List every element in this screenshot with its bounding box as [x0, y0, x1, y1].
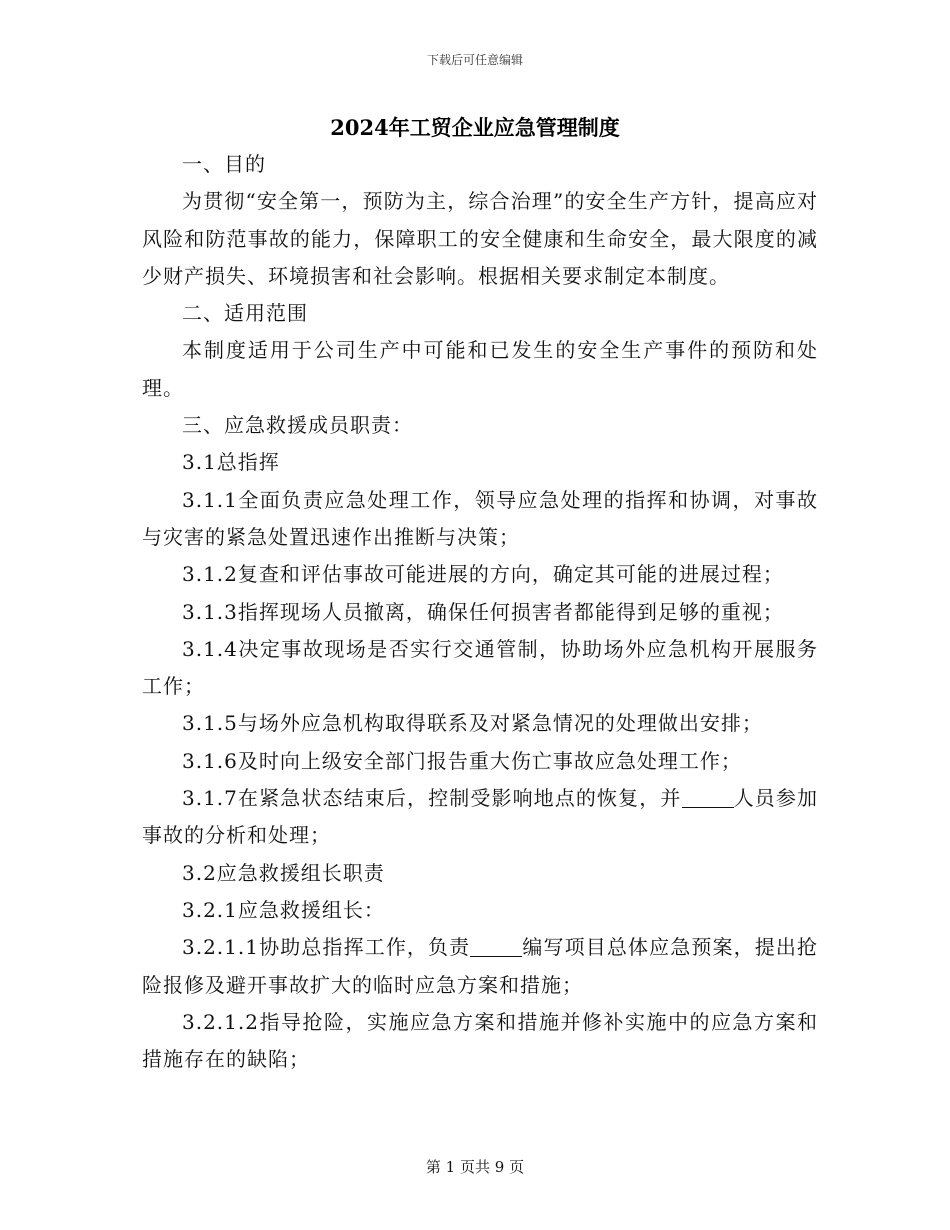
- document-body: [142, 146, 818, 1078]
- clause-3-1-3: 3.1.3指挥现场人员撤离，确保任何损害者都能得到足够的重视；: [182, 599, 784, 624]
- clause-3-1-7-text-after: 人员参加事故的分析和处理；: [142, 786, 819, 848]
- document-title: 2024年工贸企业应急管理制度: [330, 115, 620, 140]
- page-header-note: 下载后可任意编辑: [426, 53, 523, 67]
- fill-in-blank: [470, 936, 522, 957]
- clause-3-1-5: 3.1.5与场外应急机构取得联系及对紧急情况的处理做出安排；: [182, 711, 763, 736]
- clause-3-1-1: 3.1.1全面负责应急处理工作，领导应急处理的指挥和协调，对事故与灾害的紧急处置迅速作出推断与决策；: [142, 487, 818, 549]
- clause-3-1-7-text-before: 3.1.7在紧急状态结束后，控制受影响地点的恢复，并: [182, 786, 682, 811]
- clause-3-2-1-1-text-before: 3.2.1.1协助总指挥工作，负责: [182, 935, 471, 960]
- clause-3-1-7: [142, 780, 818, 855]
- paragraph-purpose: 为贯彻“安全第一，预防为主，综合治理”的安全生产方针，提高应对风险和防范事故的能力，保障职工的安全健康和生命安全，最大限度的减少财产损失、环境损害和社会影响。根据相关要求制定本制度。: [142, 189, 818, 288]
- clause-3-2-1: 3.2.1应急救援组长：: [182, 897, 385, 922]
- clause-3-1-4: 3.1.4决定事故现场是否实行交通管制，协助场外应急机构开展服务工作；: [142, 636, 818, 699]
- clause-3-1-6: 3.1.6及时向上级安全部门报告重大伤亡事故应急处理工作；: [182, 748, 742, 773]
- fill-in-blank: [682, 787, 734, 808]
- clause-3-2-1-2: 3.2.1.2指导抢险，实施应急方案和措施并修补实施中的应急方案和措施存在的缺陷；: [142, 1009, 818, 1072]
- section-heading-duties: 三、应急救援成员职责：: [182, 413, 413, 438]
- clause-3-2-1-1: [142, 929, 818, 1004]
- subsection-leader-duties: 3.2应急救援组长职责: [182, 860, 385, 885]
- paragraph-scope: 本制度适用于公司生产中可能和已发生的安全生产事件的预防和处理。: [142, 338, 818, 400]
- section-heading-purpose: 一、目的: [182, 152, 266, 176]
- page-number-footer: 第 1 页共 9 页: [425, 1158, 525, 1176]
- clause-3-2-1-1-text-after: 编写项目总体应急预案，提出抢险报修及避开事故扩大的临时应急方案和措施；: [142, 935, 819, 997]
- section-heading-scope: 二、适用范围: [182, 301, 308, 326]
- subsection-commander: 3.1总指挥: [182, 450, 280, 475]
- clause-3-1-2: 3.1.2复查和评估事故可能进展的方向，确定其可能的进展过程；: [182, 562, 784, 587]
